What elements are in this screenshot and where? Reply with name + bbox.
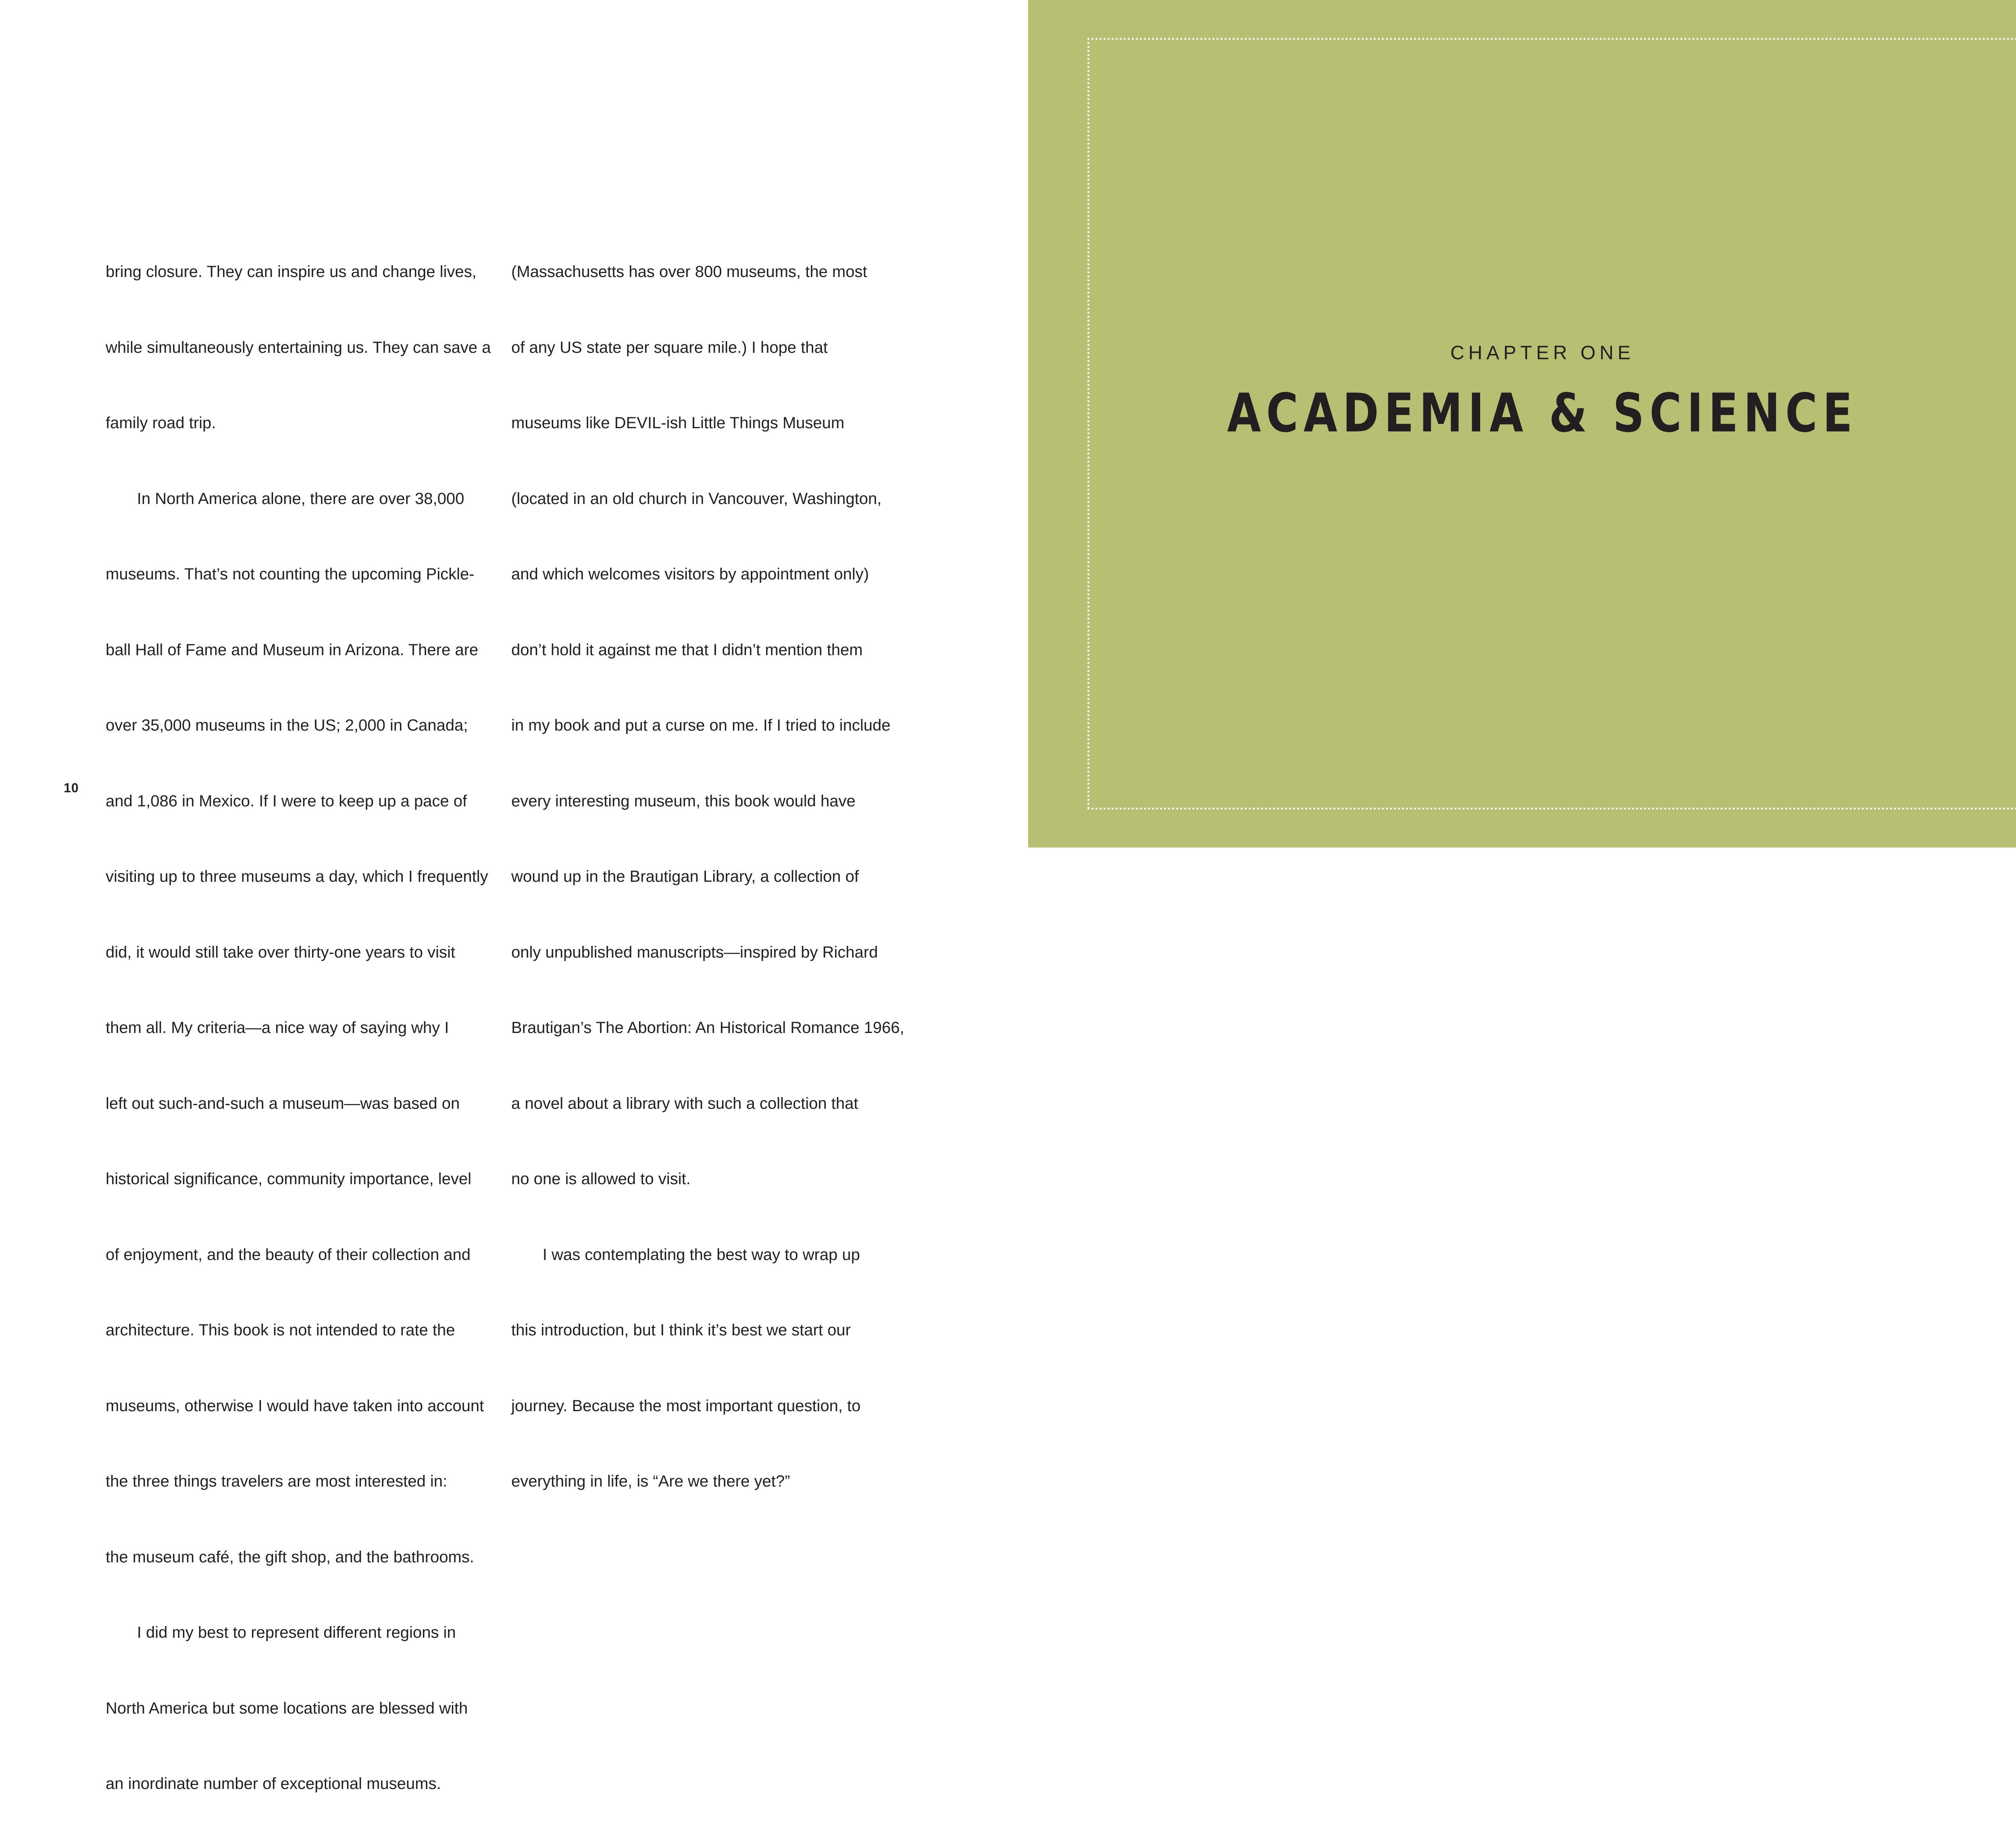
text-line: and which welcomes visitors by appointment only) [511,565,869,583]
text-column-right [511,209,904,1545]
text-line: a novel about a library with such a collection that [511,1094,858,1112]
text-line: only unpublished manuscripts—inspired by Richard [511,943,878,961]
text-line: I did my best to represent different regions in [106,1624,456,1641]
text-line: in my book and put a curse on me. If I tried to include [511,716,891,734]
text-line: historical significance, community importance, level [106,1170,472,1188]
text-line: the museum café, the gift shop, and the bathrooms. [106,1548,474,1566]
text-line: architecture. This book is not intended to rate the [106,1321,455,1339]
text-line: an inordinate number of exceptional museums. [106,1775,441,1793]
text-line: everything in life, is “Are we there yet?” [511,1472,790,1490]
text-line: visiting up to three museums a day, which I frequently [106,868,488,885]
text-line: In North America alone, there are over 38,000 [106,489,464,508]
text-line: no one is allowed to visit. [511,1170,691,1188]
text-line: museums, otherwise I would have taken into account [106,1397,484,1415]
text-line: museums. That’s not counting the upcoming Pickle- [106,565,475,583]
text-line: Brautigan’s The Abortion: An Historical Romance 1966, [511,1019,904,1037]
text-line: of enjoyment, and the beauty of their collection and [106,1245,471,1264]
text-line: (Massachusetts has over 800 museums, the most [511,263,867,281]
text-line: them all. My criteria—a nice way of saying why I [106,1019,449,1037]
text-line: of any US state per square mile.) I hope that [511,338,828,356]
text-line: left out such-and-such a museum—was based on [106,1094,460,1112]
text-line: wound up in the Brautigan Library, a collection of [511,868,859,885]
text-line: and 1,086 in Mexico. If I were to keep up a pace of [106,792,467,810]
text-line: did, it would still take over thirty-one years to visit [106,943,456,961]
text-column-left [106,209,493,1847]
text-line: over 35,000 museums in the US; 2,000 in Canada; [106,716,468,734]
text-line: bring closure. They can inspire us and change lives, [106,263,477,281]
page-number: 10 [64,781,79,795]
chapter-title: ACADEMIA & SCIENCE [1227,382,1858,444]
left-page [0,0,1028,1793]
text-line: while simultaneously entertaining us. They can save a [106,338,491,356]
text-line: museums like DEVIL-ish Little Things Museum [511,414,845,432]
text-line: don’t hold it against me that I didn’t mention them [511,641,863,659]
chapter-label: CHAPTER ONE [1450,342,1635,364]
text-line: family road trip. [106,414,216,432]
text-line: ball Hall of Fame and Museum in Arizona. There are [106,641,479,659]
text-line: I was contemplating the best way to wrap up [511,1245,860,1264]
text-line: (located in an old church in Vancouver, Washington, [511,489,882,508]
text-line: journey. Because the most important question, to [511,1397,861,1415]
text-line: North America but some locations are blessed with [106,1699,468,1717]
text-line: this introduction, but I think it’s best we start our [511,1321,851,1339]
text-line: every interesting museum, this book would have [511,792,856,810]
text-line: the three things travelers are most interested in: [106,1472,448,1490]
